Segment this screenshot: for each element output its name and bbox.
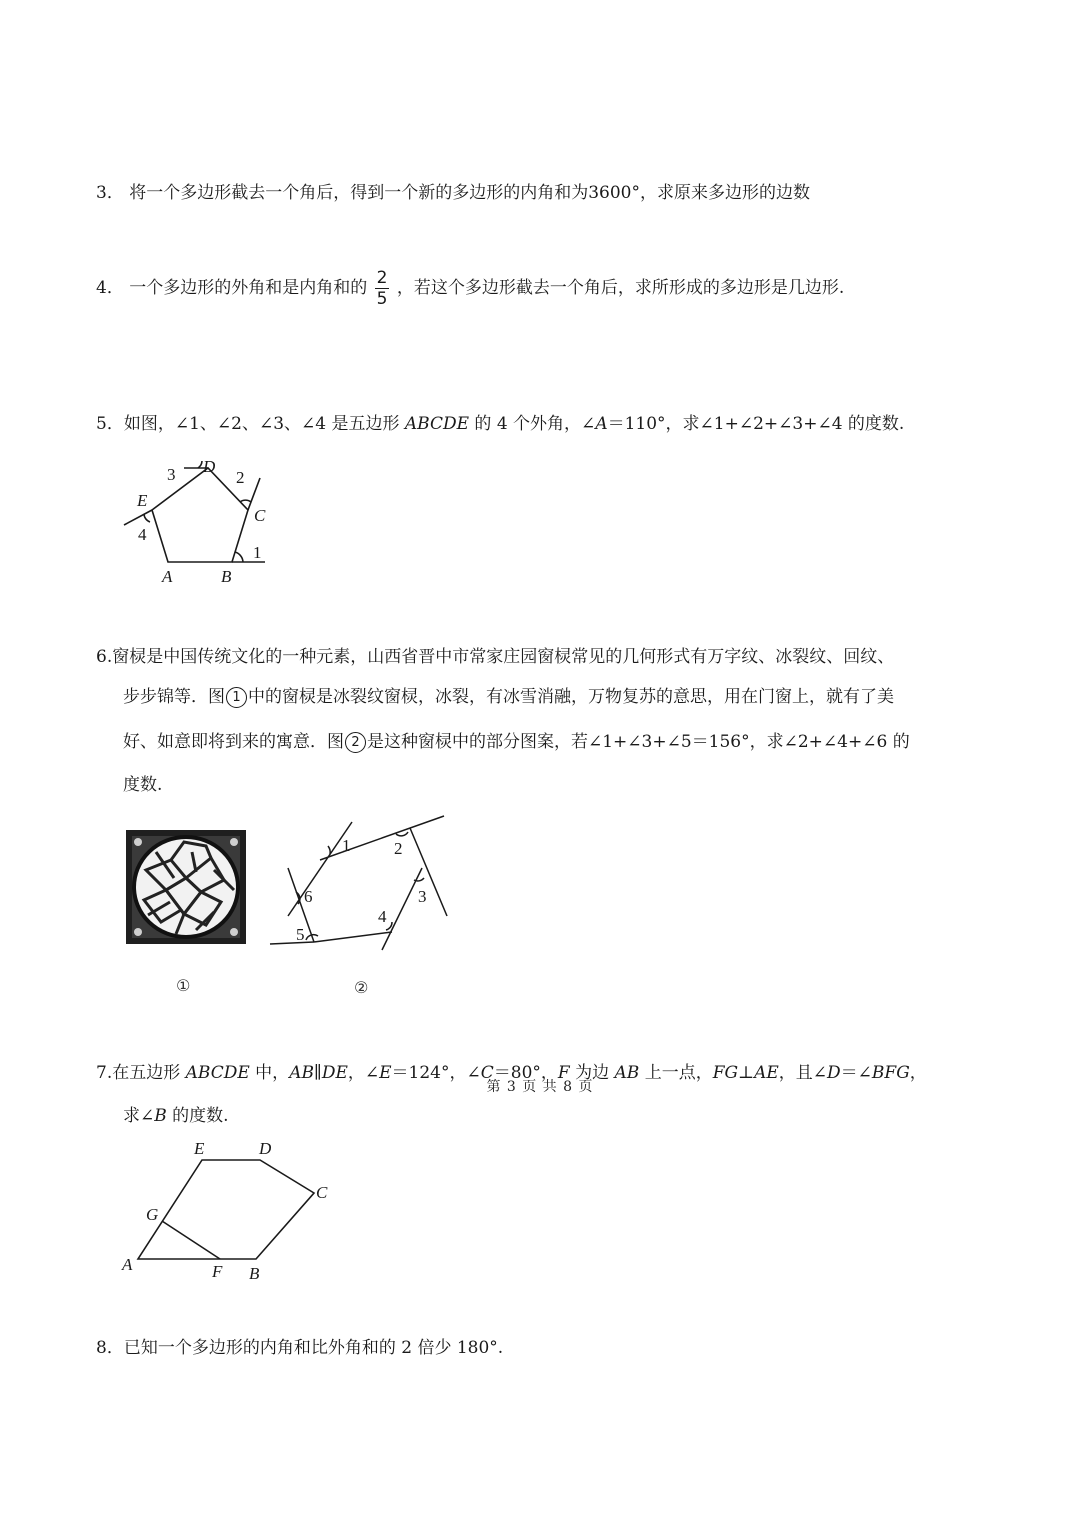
question-text: ＝110°，求∠1+∠2+∠3+∠4 的度数. bbox=[607, 414, 905, 434]
math-var: AB bbox=[289, 1063, 314, 1083]
question-8 bbox=[96, 1337, 503, 1359]
pentagon-figure bbox=[110, 450, 280, 590]
question-7-line-2 bbox=[123, 1105, 229, 1127]
question-text: 上一点， bbox=[639, 1063, 713, 1083]
angle-label-1: 1 bbox=[253, 543, 262, 562]
question-text: 窗棂是中国传统文化的一种元素，山西省晋中市常家庄园窗棂常见的几何形式有万字纹、冰裂纹、回纹、 bbox=[112, 647, 895, 667]
question-number: 5． bbox=[96, 414, 124, 434]
vertex-label-c: C bbox=[316, 1183, 328, 1202]
math-var: AB bbox=[614, 1063, 640, 1083]
question-text: 中， bbox=[249, 1063, 290, 1083]
vertex-label-e: E bbox=[194, 1139, 205, 1158]
question-text: ，∠ bbox=[347, 1063, 380, 1083]
vertex-label-e: E bbox=[137, 491, 148, 510]
angle-label-1: 1 bbox=[342, 836, 351, 855]
page-footer: 第 3 页 共 8 页 bbox=[486, 1079, 594, 1095]
question-text: 如图，∠1、∠2、∠3、∠4 是五边形 bbox=[123, 414, 405, 434]
vertex-label-b: B bbox=[249, 1264, 260, 1283]
math-symbol: ⊥ bbox=[738, 1063, 755, 1083]
question-text: 好、如意即将到来的寓意．图 bbox=[123, 732, 344, 752]
question-text: 已知一个多边形的内角和比外角和的 2 倍少 180°. bbox=[123, 1338, 504, 1358]
lattice-pattern-figure bbox=[262, 812, 452, 952]
circled-number: 2 bbox=[345, 732, 366, 753]
question-text: 将一个多边形截去一个角后，得到一个新的多边形的内角和为3600°，求原来多边形的边数 bbox=[129, 183, 810, 203]
question-number: 4． bbox=[96, 278, 124, 298]
question-6-line-4 bbox=[123, 774, 162, 796]
vertex-label-d: D bbox=[259, 1139, 272, 1158]
question-3 bbox=[96, 182, 810, 204]
figure-caption-1: ① bbox=[176, 976, 191, 995]
fraction-numerator: 2 bbox=[376, 268, 388, 288]
vertex-label-b: B bbox=[221, 567, 232, 586]
math-var: ABCDE bbox=[404, 414, 470, 434]
math-symbol: ∥ bbox=[313, 1063, 322, 1083]
question-text: 在五边形 bbox=[112, 1063, 186, 1083]
question-text: ， bbox=[909, 1063, 927, 1083]
question-text: 的度数. bbox=[166, 1106, 229, 1126]
math-var: E bbox=[379, 1063, 392, 1083]
vertex-label-a: A bbox=[162, 567, 173, 586]
question-text: 度数. bbox=[123, 775, 163, 795]
question-text: 步步锦等．图 bbox=[123, 687, 225, 707]
question-text: 的 4 个外角，∠ bbox=[469, 414, 596, 434]
math-var: ABCDE bbox=[185, 1063, 250, 1083]
figure-caption-2: ② bbox=[354, 978, 369, 997]
question-4 bbox=[96, 268, 844, 309]
question-number: 3． bbox=[96, 183, 124, 203]
question-number: 8． bbox=[96, 1338, 124, 1358]
fraction-denominator: 5 bbox=[376, 289, 388, 309]
vertex-label-a: A bbox=[122, 1255, 133, 1274]
point-label-f: F bbox=[212, 1262, 223, 1281]
question-5 bbox=[96, 413, 904, 435]
vertex-label-c: C bbox=[254, 506, 266, 525]
angle-label-3: 3 bbox=[418, 887, 427, 906]
vertex-label-d: D bbox=[203, 457, 216, 476]
question-text: 一个多边形的外角和是内角和的 bbox=[129, 278, 368, 298]
circled-number: 1 bbox=[226, 687, 247, 708]
lattice-window-image bbox=[126, 830, 246, 944]
fraction bbox=[375, 268, 390, 309]
math-var: DE bbox=[321, 1063, 348, 1083]
question-text: ＝∠ bbox=[840, 1063, 872, 1083]
angle-label-4: 4 bbox=[378, 907, 387, 926]
math-var: D bbox=[827, 1063, 841, 1083]
question-6-line-3 bbox=[123, 731, 910, 753]
question-6-line-1 bbox=[96, 646, 894, 668]
math-var: C bbox=[480, 1063, 494, 1083]
math-var: BFG bbox=[871, 1063, 910, 1083]
question-number: 7. bbox=[96, 1063, 113, 1083]
question-text: ＝124°，∠ bbox=[391, 1063, 481, 1083]
question-text: 为边 bbox=[569, 1063, 615, 1083]
math-var: A bbox=[595, 414, 608, 434]
math-var: F bbox=[557, 1063, 570, 1083]
question-6-line-2 bbox=[123, 686, 894, 708]
angle-label-5: 5 bbox=[296, 925, 305, 944]
angle-label-2: 2 bbox=[236, 468, 245, 487]
point-label-g: G bbox=[146, 1205, 159, 1224]
angle-label-3: 3 bbox=[167, 465, 176, 484]
math-var: FG bbox=[712, 1063, 739, 1083]
question-text: 是这种窗棂中的部分图案，若∠1+∠3+∠5＝156°，求∠2+∠4+∠6 的 bbox=[367, 732, 910, 752]
question-text: ＝80°， bbox=[493, 1063, 558, 1083]
math-var: AE bbox=[754, 1063, 779, 1083]
pentagon-abcde-figure bbox=[118, 1136, 338, 1286]
angle-label-4: 4 bbox=[138, 525, 147, 544]
question-text: ，若这个多边形截去一个角后，求所形成的多边形是几边形. bbox=[396, 278, 845, 298]
math-var: B bbox=[154, 1106, 167, 1126]
angle-label-6: 6 bbox=[304, 887, 313, 906]
question-text: 中的窗棂是冰裂纹窗棂，冰裂，有冰雪消融，万物复苏的意思，用在门窗上，就有了美 bbox=[248, 687, 894, 707]
question-text: 求∠ bbox=[123, 1106, 155, 1126]
angle-label-2: 2 bbox=[394, 839, 403, 858]
question-text: ，且∠ bbox=[778, 1063, 828, 1083]
question-number: 6. bbox=[96, 647, 113, 667]
